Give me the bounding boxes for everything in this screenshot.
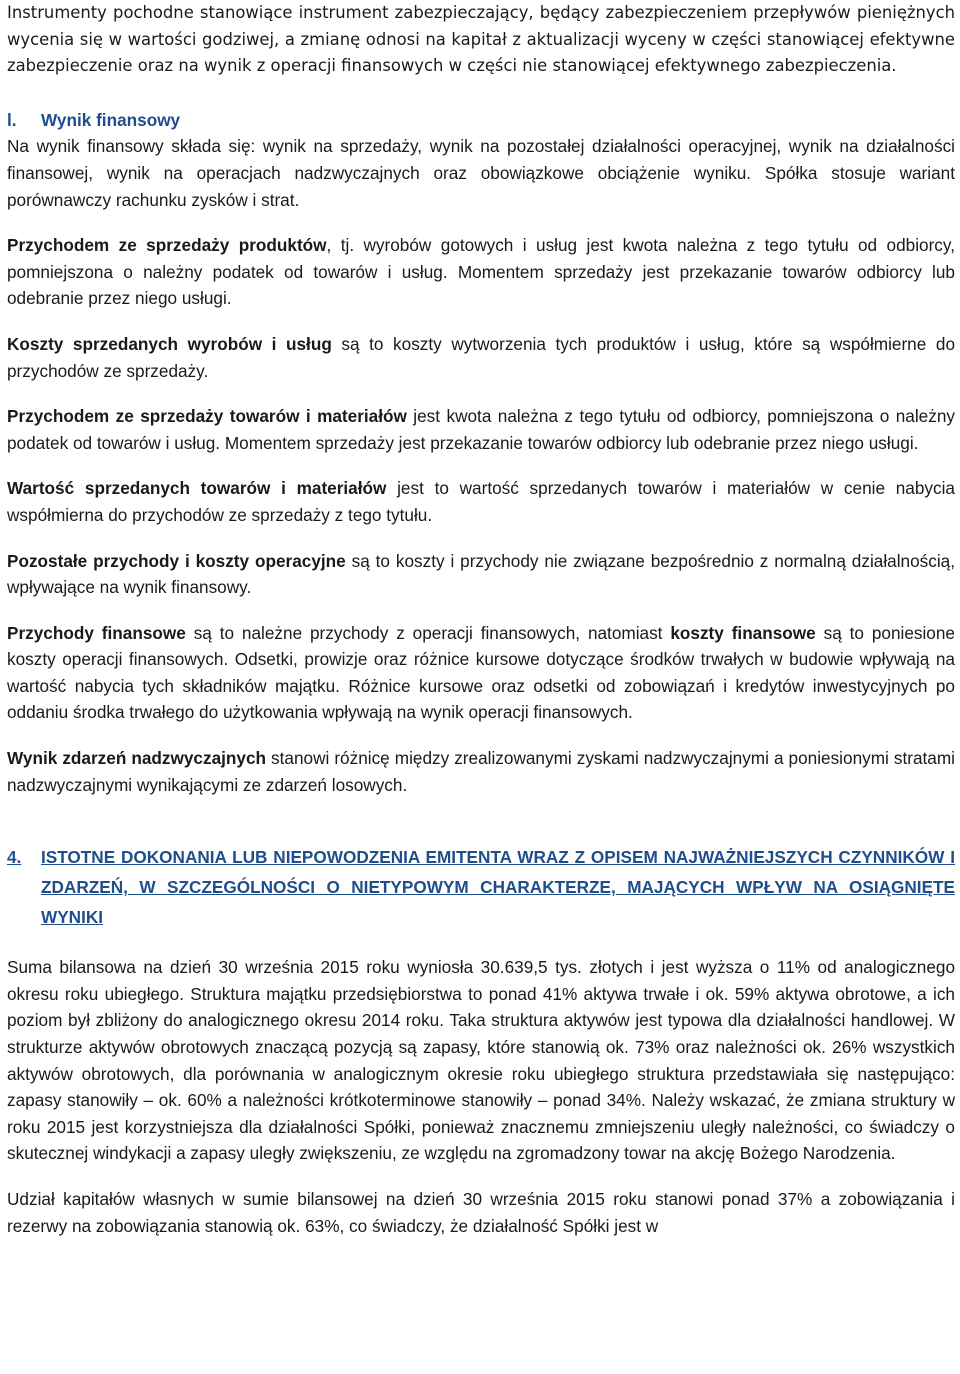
section-l-number: l. bbox=[7, 109, 17, 130]
text-financial-rest: są to poniesione koszty operacji finansowych. Odsetki, prowizje oraz różnice kursowe dotyczące środków trwałych w budowie wpływają na wartość nabycia tych składników majątku. Różnice kursowe oraz odsetki od zobowiązań i kredytów inwestycyjnych po oddaniu środka trwałego do użytkowania wpływają na wynik operacji finansowych. bbox=[7, 622, 955, 723]
paragraph-extraordinary bbox=[7, 745, 955, 798]
term-goods-value: Wartość sprzedanych towarów i materiałów bbox=[7, 478, 387, 499]
paragraph-product-revenue bbox=[7, 232, 955, 312]
paragraph-other-operating bbox=[7, 548, 955, 601]
text-extraordinary: stanowi różnicę między zrealizowanymi zyskami nadzwyczajnymi a poniesionymi stratami nadzwyczajnymi wynikającymi ze zdarzeń losowych. bbox=[7, 748, 955, 795]
text-product-revenue: , tj. wyrobów gotowych i usług jest kwota należna z tego tytułu od odbiorcy, pomniejszona o należny podatek od towarów i usług. Momentem sprzedaży jest przekazanie towarów odbiorcy lub odebranie przez niego usługi. bbox=[7, 235, 955, 309]
term-financial-costs: koszty finansowe bbox=[670, 622, 816, 643]
term-goods-revenue: Przychodem ze sprzedaży towarów i materiałów bbox=[7, 406, 407, 427]
paragraph-financial bbox=[7, 620, 955, 726]
section-4-paragraph-1: Suma bilansowa na dzień 30 września 2015 roku wyniosła 30.639,5 tys. złotych i jest wyższa o 11% od analogicznego okresu roku ubiegłego. Struktura majątku przedsiębiorstwa to ponad 41% aktywa trwałe i ok. 59% aktywa obrotowe, a ich poziom był zbliżony do analogicznego okresu 2014 roku. Taka struktura aktywów jest typowa dla działalności handlowej. W strukturze aktywów obrotowych znaczącą pozycją są zapasy, które stanowią ok. 73% oraz należności ok. 26% wszystkich aktywów obrotowych, dla porównania w analogicznym okresie roku ubiegłego struktura przedstawiała się następująco: zapasy stanowiły – ok. 60% a należności krótkoterminowe stanowiły – ponad 34%. Należy wskazać, że zmiana struktury w roku 2015 jest korzystniejsza dla działalności Spółki, ponieważ znacznemu zmniejszeniu uległy należności, co świadczy o skutecznej windykacji a zapasy uległy zwiększeniu, ze względu na zgromadzony towar na akcję Bożego Narodzenia. bbox=[7, 957, 955, 1164]
paragraph-cost-of-sales bbox=[7, 331, 955, 384]
document-page bbox=[7, 0, 955, 1239]
section-l-body: Na wynik finansowy składa się: wynik na sprzedaży, wynik na pozostałej działalności operacyjnej, wynik na działalności finansowej, wynik na operacjach nadzwyczajnych oraz obowiązkowe obciążenie wyniku. Spółka stosuje wariant porównawczy rachunku zysków i strat. bbox=[7, 136, 955, 210]
paragraph-goods-value bbox=[7, 475, 955, 528]
text-other-operating: są to koszty i przychody nie związane bezpośrednio z normalną działalnością, wpływające na wynik finansowy. bbox=[7, 550, 955, 598]
section-l-title: Wynik finansowy bbox=[41, 109, 181, 130]
term-cost-of-sales: Koszty sprzedanych wyrobów i usług bbox=[7, 333, 332, 354]
term-other-operating: Pozostałe przychody i koszty operacyjne bbox=[7, 550, 346, 571]
text-goods-value: jest to wartość sprzedanych towarów i materiałów w cenie nabycia współmierna do przychodów ze sprzedaży z tego tytułu. bbox=[7, 478, 955, 525]
section-4-title: ISTOTNE DOKONANIA LUB NIEPOWODZENIA EMITENTA WRAZ Z OPISEM NAJWAŻNIEJSZYCH CZYNNIKÓW I ZDARZEŃ, W SZCZEGÓLNOŚCI O NIETYPOWYM CHARAKTERZE, MAJĄCYCH WPŁYW NA OSIĄGNIĘTE WYNIKI bbox=[41, 847, 955, 928]
term-extraordinary: Wynik zdarzeń nadzwyczajnych bbox=[7, 748, 267, 769]
section-4-heading bbox=[7, 842, 955, 932]
text-financial-mid: są to należne przychody z operacji finansowych, natomiast bbox=[185, 622, 671, 643]
section-4-number: 4. bbox=[7, 847, 22, 868]
section-4-paragraph-2: Udział kapitałów własnych w sumie bilansowej na dzień 30 września 2015 roku stanowi ponad 37% a zobowiązania i rezerwy na zobowiązania stanowią ok. 63%, co świadczy, że działalność Spółki jest w bbox=[7, 1189, 955, 1236]
term-product-revenue: Przychodem ze sprzedaży produktów bbox=[7, 235, 327, 256]
term-financial-income: Przychody finansowe bbox=[7, 622, 186, 643]
text-cost-of-sales: są to koszty wytworzenia tych produktów i usług, które są współmierne do przychodów ze sprzedaży. bbox=[7, 333, 955, 381]
intro-paragraph: Instrumenty pochodne stanowiące instrument zabezpieczający, będący zabezpieczeniem przepływów pieniężnych wycenia się w wartości godziwej, a zmianę odnosi na kapitał z aktualizacji wyceny w części stanowiącej efektywne zabezpieczenie oraz na wynik z operacji finansowych w części nie stanowiącej efektywnego zabezpieczenia. bbox=[7, 3, 955, 76]
section-l-heading bbox=[7, 107, 955, 134]
text-goods-revenue: jest kwota należna z tego tytułu od odbiorcy, pomniejszona o należny podatek od towarów i usług. Momentem sprzedaży jest przekazanie towarów odbiorcy lub odebranie przez niego usługi. bbox=[7, 406, 955, 453]
paragraph-goods-revenue bbox=[7, 403, 955, 456]
